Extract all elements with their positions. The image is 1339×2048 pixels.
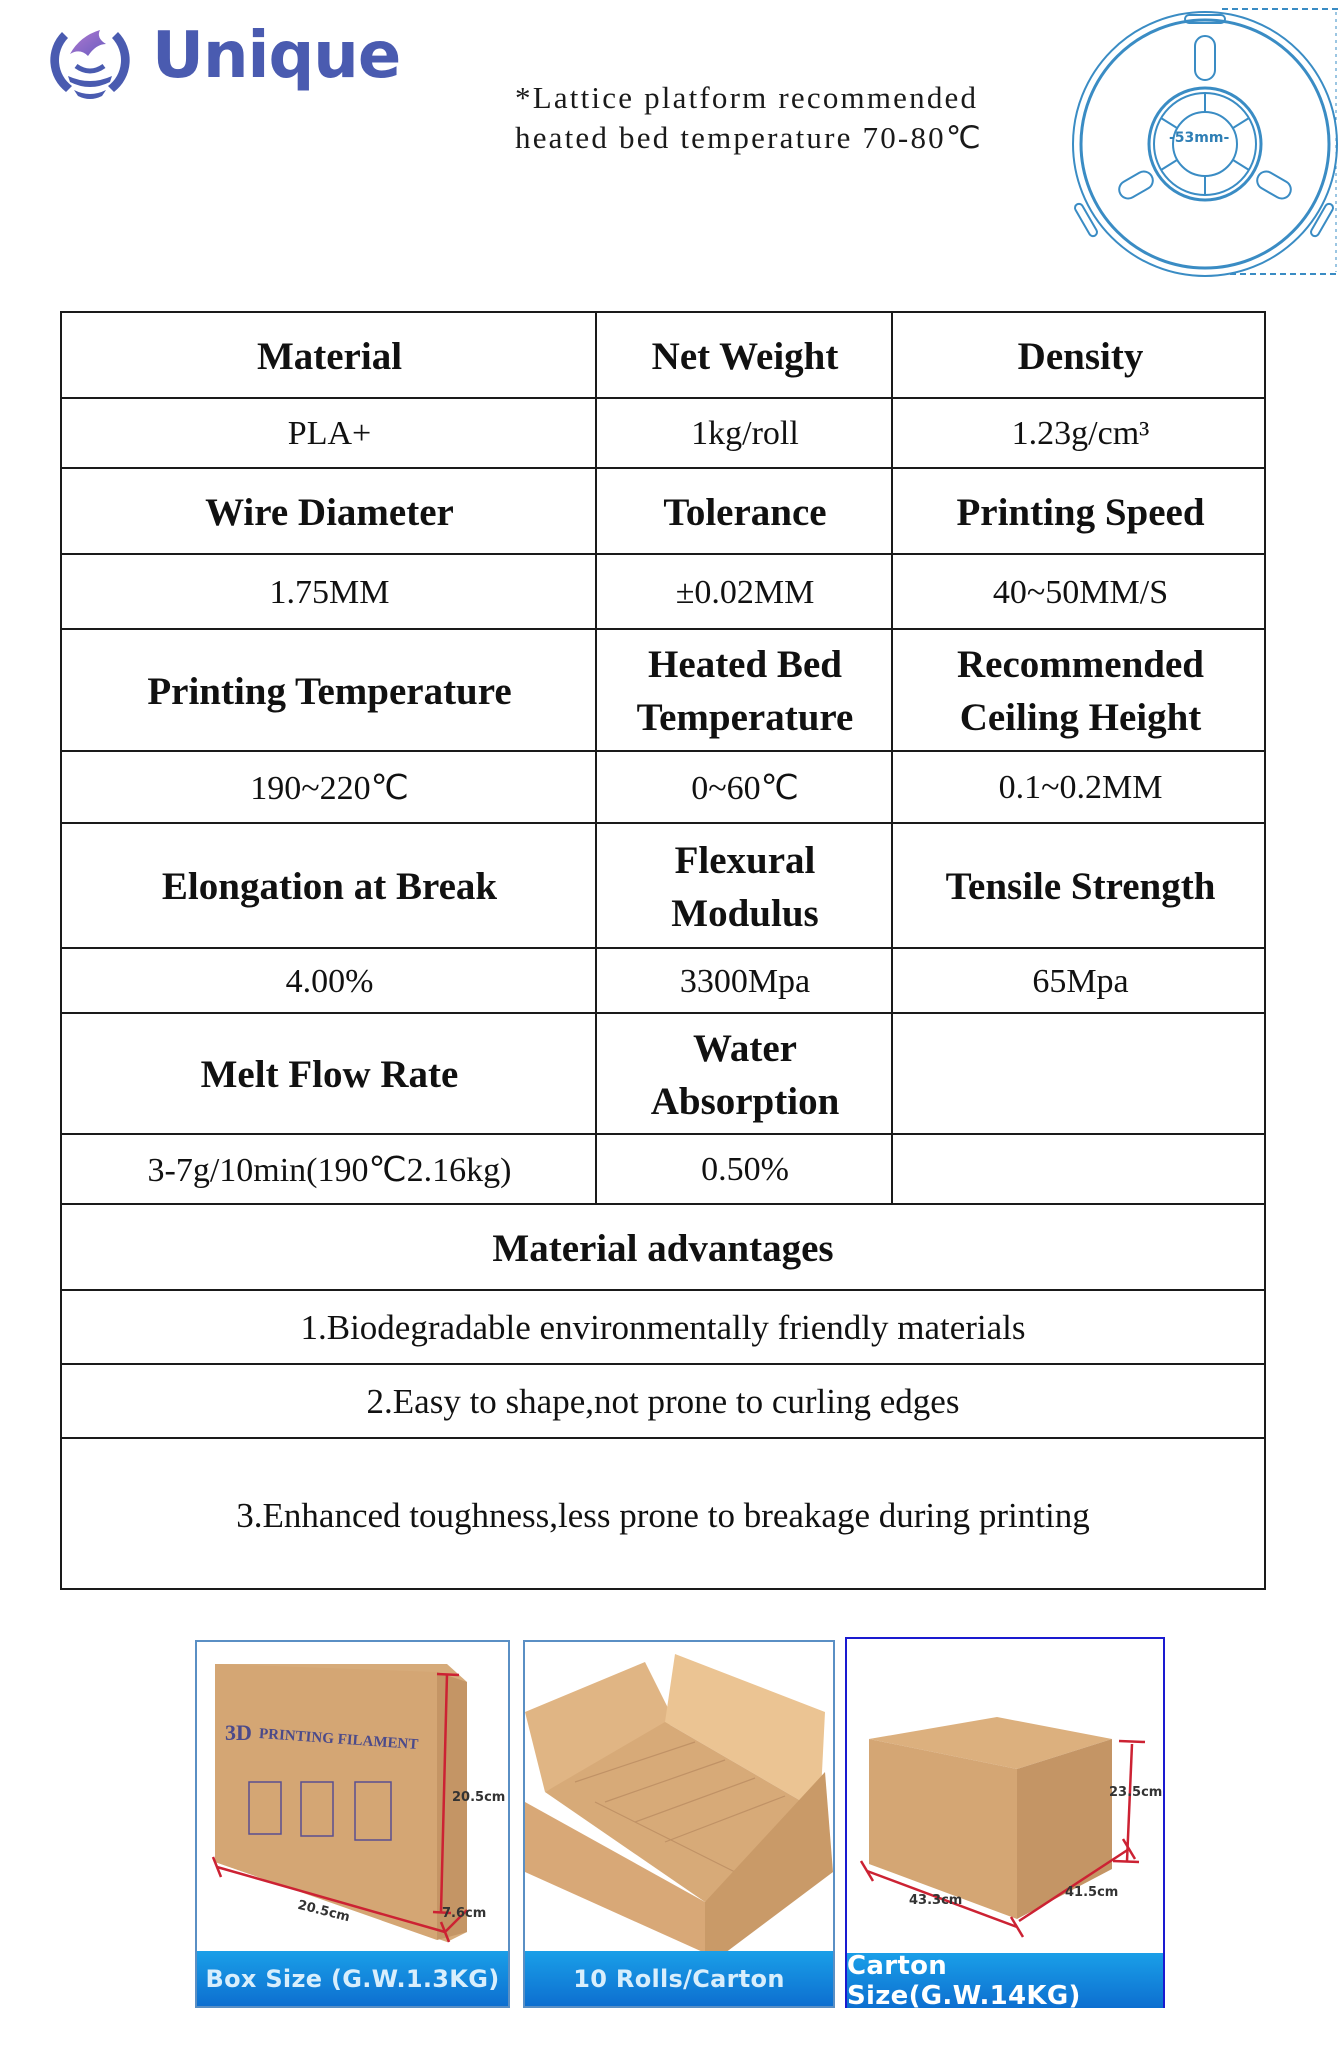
advantages-title: Material advantages [492,1226,834,1270]
spec-label-tensile-strength: Tensile Strength [945,865,1216,908]
spec-label-melt-flow-rate: Melt Flow Rate [200,1053,459,1096]
packaging-carton-size [845,1637,1165,2008]
packaging-box-size [195,1640,510,2008]
spool-diagram [1052,2,1339,280]
globe-logo-icon [40,14,140,104]
spec-value-wire-diameter: 1.75MM [269,573,390,611]
single-box-image [197,1642,508,1951]
open-carton-image [525,1642,833,1951]
carton-height-dim: 23.5cm [1109,1785,1163,1800]
spec-value-melt-flow-rate: 3-7g/10min(190℃2.16kg) [147,1152,512,1189]
box-print-brand: 3D [225,1720,252,1745]
advantage-item: 1.Biodegradable environmentally friendly materials [300,1308,1026,1347]
spec-value-density: 1.23g/cm³ [1011,415,1150,452]
note-line-2: heated bed temperature 70-80℃ [515,120,983,155]
spec-label-wire-diameter: Wire Diameter [205,490,454,534]
spec-label-water-absorption: Water Absorption [650,1026,840,1123]
brand-logo [40,14,400,104]
box-depth-dim: 7.6cm [442,1906,487,1921]
spec-value-water-absorption: 0.50% [701,1151,789,1188]
spec-value-elongation-at-break: 4.00% [285,962,374,1000]
spec-label-elongation-at-break: Elongation at Break [161,865,498,908]
spec-label-printing-temperature: Printing Temperature [147,669,512,713]
spec-value-heated-bed-temperature: 0~60℃ [691,770,799,807]
spec-label-net-weight: Net Weight [651,334,839,378]
spec-value-tensile-strength: 65Mpa [1032,962,1129,1000]
spec-label-tolerance: Tolerance [663,490,827,534]
carton-depth-dim: 41.5cm [1065,1885,1119,1900]
spec-label-heated-bed-temperature: Heated Bed Temperature [636,643,854,739]
spec-value-material: PLA+ [287,415,372,452]
box-width-dim: 20.5cm [295,1897,352,1926]
advantage-item: 2.Easy to shape,not prone to curling edges [366,1382,960,1421]
box-size-caption: Box Size (G.W.1.3KG) [197,1951,508,2006]
box-print-text: PRINTING FILAMENT [258,1726,419,1754]
carton-image [847,1639,1163,1953]
spec-value-net-weight: 1kg/roll [691,415,799,452]
note-line-1: *Lattice platform recommended [515,80,979,115]
spec-label-flexural-modulus: Flexural Modulus [671,838,819,935]
carton-size-caption: Carton Size(G.W.14KG) [847,1953,1163,2008]
spec-label-recommended-ceiling-height: Recommended Ceiling Height [957,643,1204,739]
carton-width-dim: 43.3cm [909,1893,963,1908]
spec-label-empty [893,1014,1268,1135]
heated-bed-note [515,78,1035,158]
specification-table [60,311,1266,1590]
spec-label-printing-speed: Printing Speed [956,490,1205,534]
brand-name: Unique [152,19,401,93]
box-height-dim: 20.5cm [452,1790,506,1805]
spec-value-printing-temperature: 190~220℃ [250,770,409,807]
spec-label-density: Density [1017,334,1144,378]
advantage-item: 3.Enhanced toughness,less prone to breakage during printing [236,1495,1090,1535]
spec-value-tolerance: ±0.02MM [675,573,815,611]
core-diameter-label: -53mm- [1169,130,1230,146]
spec-value-flexural-modulus: 3300Mpa [679,962,811,1000]
spec-label-material: Material [256,334,403,378]
rolls-per-carton-caption: 10 Rolls/Carton [525,1951,833,2006]
spec-value-empty [893,1135,1268,1205]
spec-value-printing-speed: 40~50MM/S [992,573,1169,611]
packaging-rolls-per-carton [523,1640,835,2008]
spec-value-recommended-ceiling-height: 0.1~0.2MM [998,769,1163,806]
